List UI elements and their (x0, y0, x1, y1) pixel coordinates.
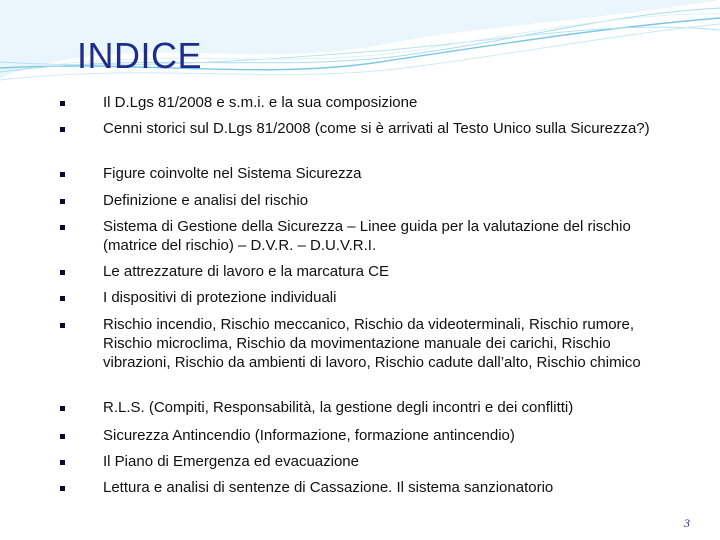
page-number: 3 (684, 516, 690, 530)
list-item-text: Sistema di Gestione della Sicurezza – Linee guida per la valutazione del rischio (matrice del rischio) – D.V.R. – D.U.V.R.I. (103, 218, 631, 254)
bullet-icon (60, 172, 65, 177)
slide-title: INDICE (77, 35, 203, 76)
bullet-icon (60, 101, 65, 106)
list-item-text: R.L.S. (Compiti, Responsabilità, la gestione degli incontri e dei conflitti) (103, 399, 574, 416)
list-item-text: Sicurezza Antincendio (Informazione, formazione antincendio) (103, 427, 515, 444)
bullet-icon (60, 270, 65, 275)
bullet-icon (60, 460, 65, 465)
list-item-text: Definizione e analisi del rischio (103, 192, 309, 209)
bullet-icon (60, 199, 65, 204)
bullet-icon (60, 296, 65, 301)
bullet-icon (60, 225, 65, 230)
list-item-text: Le attrezzature di lavoro e la marcatura CE (103, 263, 389, 280)
bullet-icon (60, 323, 65, 328)
bullet-icon (60, 127, 65, 132)
list-item-text: I dispositivi di protezione individuali (103, 289, 337, 306)
bullet-icon (60, 434, 65, 439)
list-item-text: Cenni storici sul D.Lgs 81/2008 (come si è arrivati al Testo Unico sulla Sicurezza?) (103, 120, 650, 137)
list-item-text: Rischio incendio, Rischio meccanico, Rischio da videoterminali, Rischio rumore, Rischio microclima, Rischio da movimentazione manuale dei carichi, Rischio vibrazioni, Rischio da ambienti di lavoro, Rischio cadute dall’alto, Rischio chimico (103, 316, 641, 371)
list-item-text: Figure coinvolte nel Sistema Sicurezza (103, 165, 362, 182)
list-item-text: Il D.Lgs 81/2008 e s.m.i. e la sua composizione (103, 94, 418, 111)
bullet-icon (60, 406, 65, 411)
list-item-text: Il Piano di Emergenza ed evacuazione (103, 453, 359, 470)
bullet-icon (60, 486, 65, 491)
list-item-text: Lettura e analisi di sentenze di Cassazione. Il sistema sanzionatorio (103, 479, 554, 496)
